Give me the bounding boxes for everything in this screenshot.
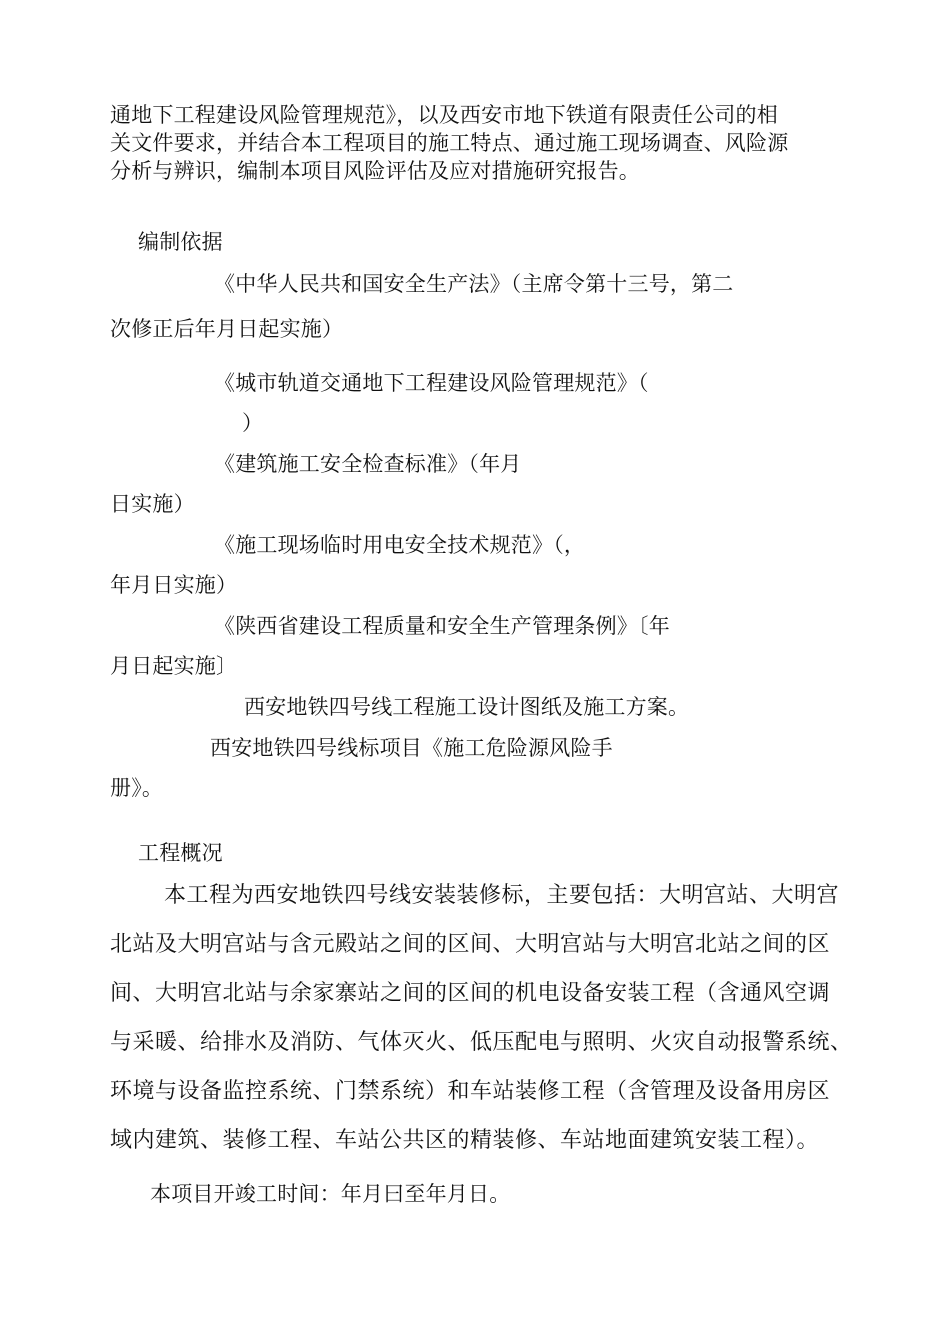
basis-item-line: 年月日实施） (110, 573, 238, 597)
overview-line: 间、大明宫北站与余家寨站之间的区间的机电设备安装工程（含通风空调 (110, 981, 831, 1006)
basis-item-line: 《建筑施工安全检查标准》（年月 (214, 452, 522, 476)
overview-line: 域内建筑、装修工程、车站公共区的精装修、车站地面建筑安装工程）。 (110, 1128, 820, 1153)
intro-line: 通地下工程建设风险管理规范》，以及西安市地下铁道有限责任公司的相 (110, 103, 778, 127)
project-schedule: 本项目开竣工时间：年月曰至年月日。 (150, 1182, 511, 1206)
basis-item-line: ） (242, 411, 264, 435)
overview-line: 本工程为西安地铁四号线安装装修标，主要包括：大明宫站、大明宫 (164, 883, 840, 908)
basis-item-line: 《陕西省建设工程质量和安全生产管理条例》〔年 (214, 614, 670, 638)
overview-line: 北站及大明宫站与含元殿站之间的区间、大明宫站与大明宫北站之间的区 (110, 932, 831, 957)
basis-heading: 编制依据 (138, 230, 223, 254)
basis-item-line: 《施工现场临时用电安全技术规范》（， (214, 533, 586, 557)
basis-item-line: 西安地铁四号线工程施工设计图纸及施工方案。 (244, 695, 690, 719)
basis-item-line: 《中华人民共和国安全生产法》（主席令第十三号，第二 (214, 272, 734, 296)
basis-item-line: 西安地铁四号线标项目《施工危险源风险手 (210, 736, 613, 760)
basis-item-line: 月日起实施〕 (110, 654, 238, 678)
basis-item-line: 次修正后年月日起实施） (110, 317, 344, 341)
basis-item-line: 日实施） (110, 492, 195, 516)
overview-line: 环境与设备监控系统、门禁系统）和车站装修工程（含管理及设备用房区 (110, 1079, 831, 1104)
intro-line: 分析与辨识，编制本项目风险评估及应对措施研究报告。 (110, 159, 640, 183)
basis-item-line: 册》。 (110, 776, 164, 800)
overview-line: 与采暖、给排水及消防、气体灭火、低压配电与照明、火灾自动报警系统、 (110, 1030, 853, 1055)
overview-heading: 工程概况 (138, 841, 223, 865)
basis-item-line: 《城市轨道交通地下工程建设风险管理规范》（ (214, 371, 649, 395)
intro-line: 关文件要求，并结合本工程项目的施工特点、通过施工现场调查、风险源 (110, 131, 789, 155)
